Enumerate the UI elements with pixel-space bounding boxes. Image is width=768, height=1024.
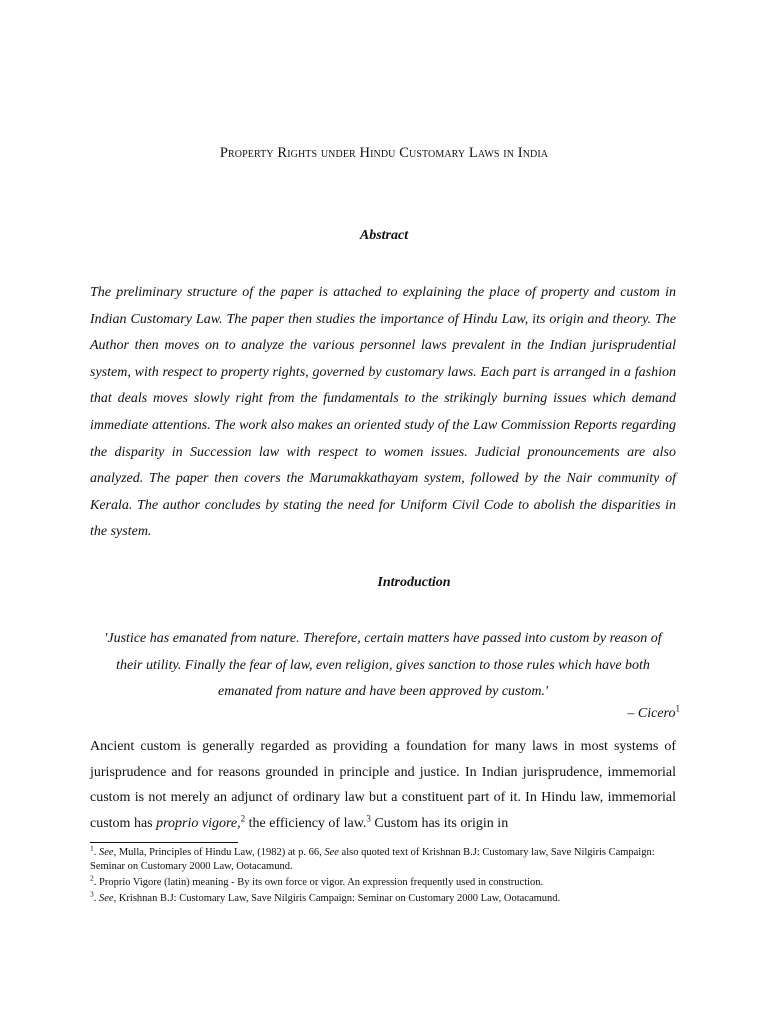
proprio-vigore-term: proprio vigore,	[156, 815, 241, 831]
intro-text-part1: Ancient custom is generally regarded as providing a foundation for many laws in most systems of jurisprudence and for reasons grounded in principle and justice. In Indian jurisprudence, immemorial custom is not merely an adjunct of ordinary law but a constituent part of it. In Hindu law, immemorial custom has	[90, 739, 676, 831]
footnote-3-number: 3	[90, 889, 94, 899]
quote-author: – Cicero	[627, 706, 676, 721]
footnote-1-number: 1	[90, 843, 94, 853]
abstract-text: The preliminary structure of the paper is attached to explaining the place of property and custom in Indian Customary Law. The paper then studies the importance of Hindu Law, its origin and theory. The Author then moves on to analyze the various personnel laws prevalent in the Indian jurisprudential system, with respect to property rights, governed by customary laws. Each part is arranged in a fashion that deals moves slowly right from the fundamentals to the strikingly burning issues which demand immediate attentions. The work also makes an oriented study of the Law Commission Reports regarding the disparity in Succession law with respect to women issues. Judicial pronouncements are also analyzed. The paper then covers the Marumakkathayam system, followed by the Nair community of Kerala. The author concludes by stating the need for Uniform Civil Code to abolish the disparities in the system.	[90, 285, 676, 540]
footnote-2-text: . Proprio Vigore (latin) meaning - By its own force or vigor. An expression frequently used in construction.	[93, 877, 544, 888]
footnote-ref-1[interactable]: 1	[675, 703, 680, 714]
footnote-1: $^1$. See, Mulla, Principles of Hindu Law, (1982) at p. 66, See also quoted text of Krishnan B.J: Customary law, Save Nilgiris Campaign: Seminar on Customary 2000 Law, Ootacamund.	[90, 843, 655, 872]
abstract-heading: Abstract	[359, 228, 409, 243]
intro-text-part4: Custom has its origin in	[370, 815, 509, 831]
intro-paragraph	[90, 734, 676, 836]
footnote-1-text-a: , Mulla, Principles of Hindu Law, (1982) at p. 66,	[113, 847, 325, 858]
introduction-heading: Introduction	[377, 575, 451, 590]
quote-attribution	[627, 703, 680, 722]
footnote-3-see: See	[99, 893, 114, 904]
footnote-divider	[90, 842, 238, 843]
intro-text-part3: the efficiency of law.	[245, 815, 367, 831]
footnote-1-text-b: also quoted text of Krishnan B.J: Customary law, Save Nilgiris Campaign: Seminar on Customary 2000 Law, Ootacamund.	[90, 847, 655, 872]
cicero-quote: 'Justice has emanated from nature. Therefore, certain matters have passed into custom by reason of their utility. Finally the fear of law, even religion, gives sanction to those rules which have both emanated from nature and have been approved by custom.'	[104, 631, 662, 699]
footnote-ref-2[interactable]: 2	[240, 813, 246, 824]
footnote-1-see: See	[99, 847, 114, 858]
footnote-3-text: , Krishnan B.J: Customary Law, Save Nilgiris Campaign: Seminar on Customary 2000 Law, Ootacamund.	[113, 893, 561, 904]
footnote-2-number: 2	[90, 873, 94, 883]
footnote-ref-3[interactable]: 3	[366, 813, 371, 824]
footnote-3: $^3$. See, Krishnan B.J: Customary Law, Save Nilgiris Campaign: Seminar on Customary 2000 Law, Ootacamund.	[90, 889, 561, 904]
footnotes-section	[90, 843, 676, 908]
footnote-2	[90, 873, 676, 890]
document-title: Property Rights under Hindu Customary Laws in India	[219, 145, 549, 161]
footnote-1-see-2: See	[324, 847, 339, 858]
